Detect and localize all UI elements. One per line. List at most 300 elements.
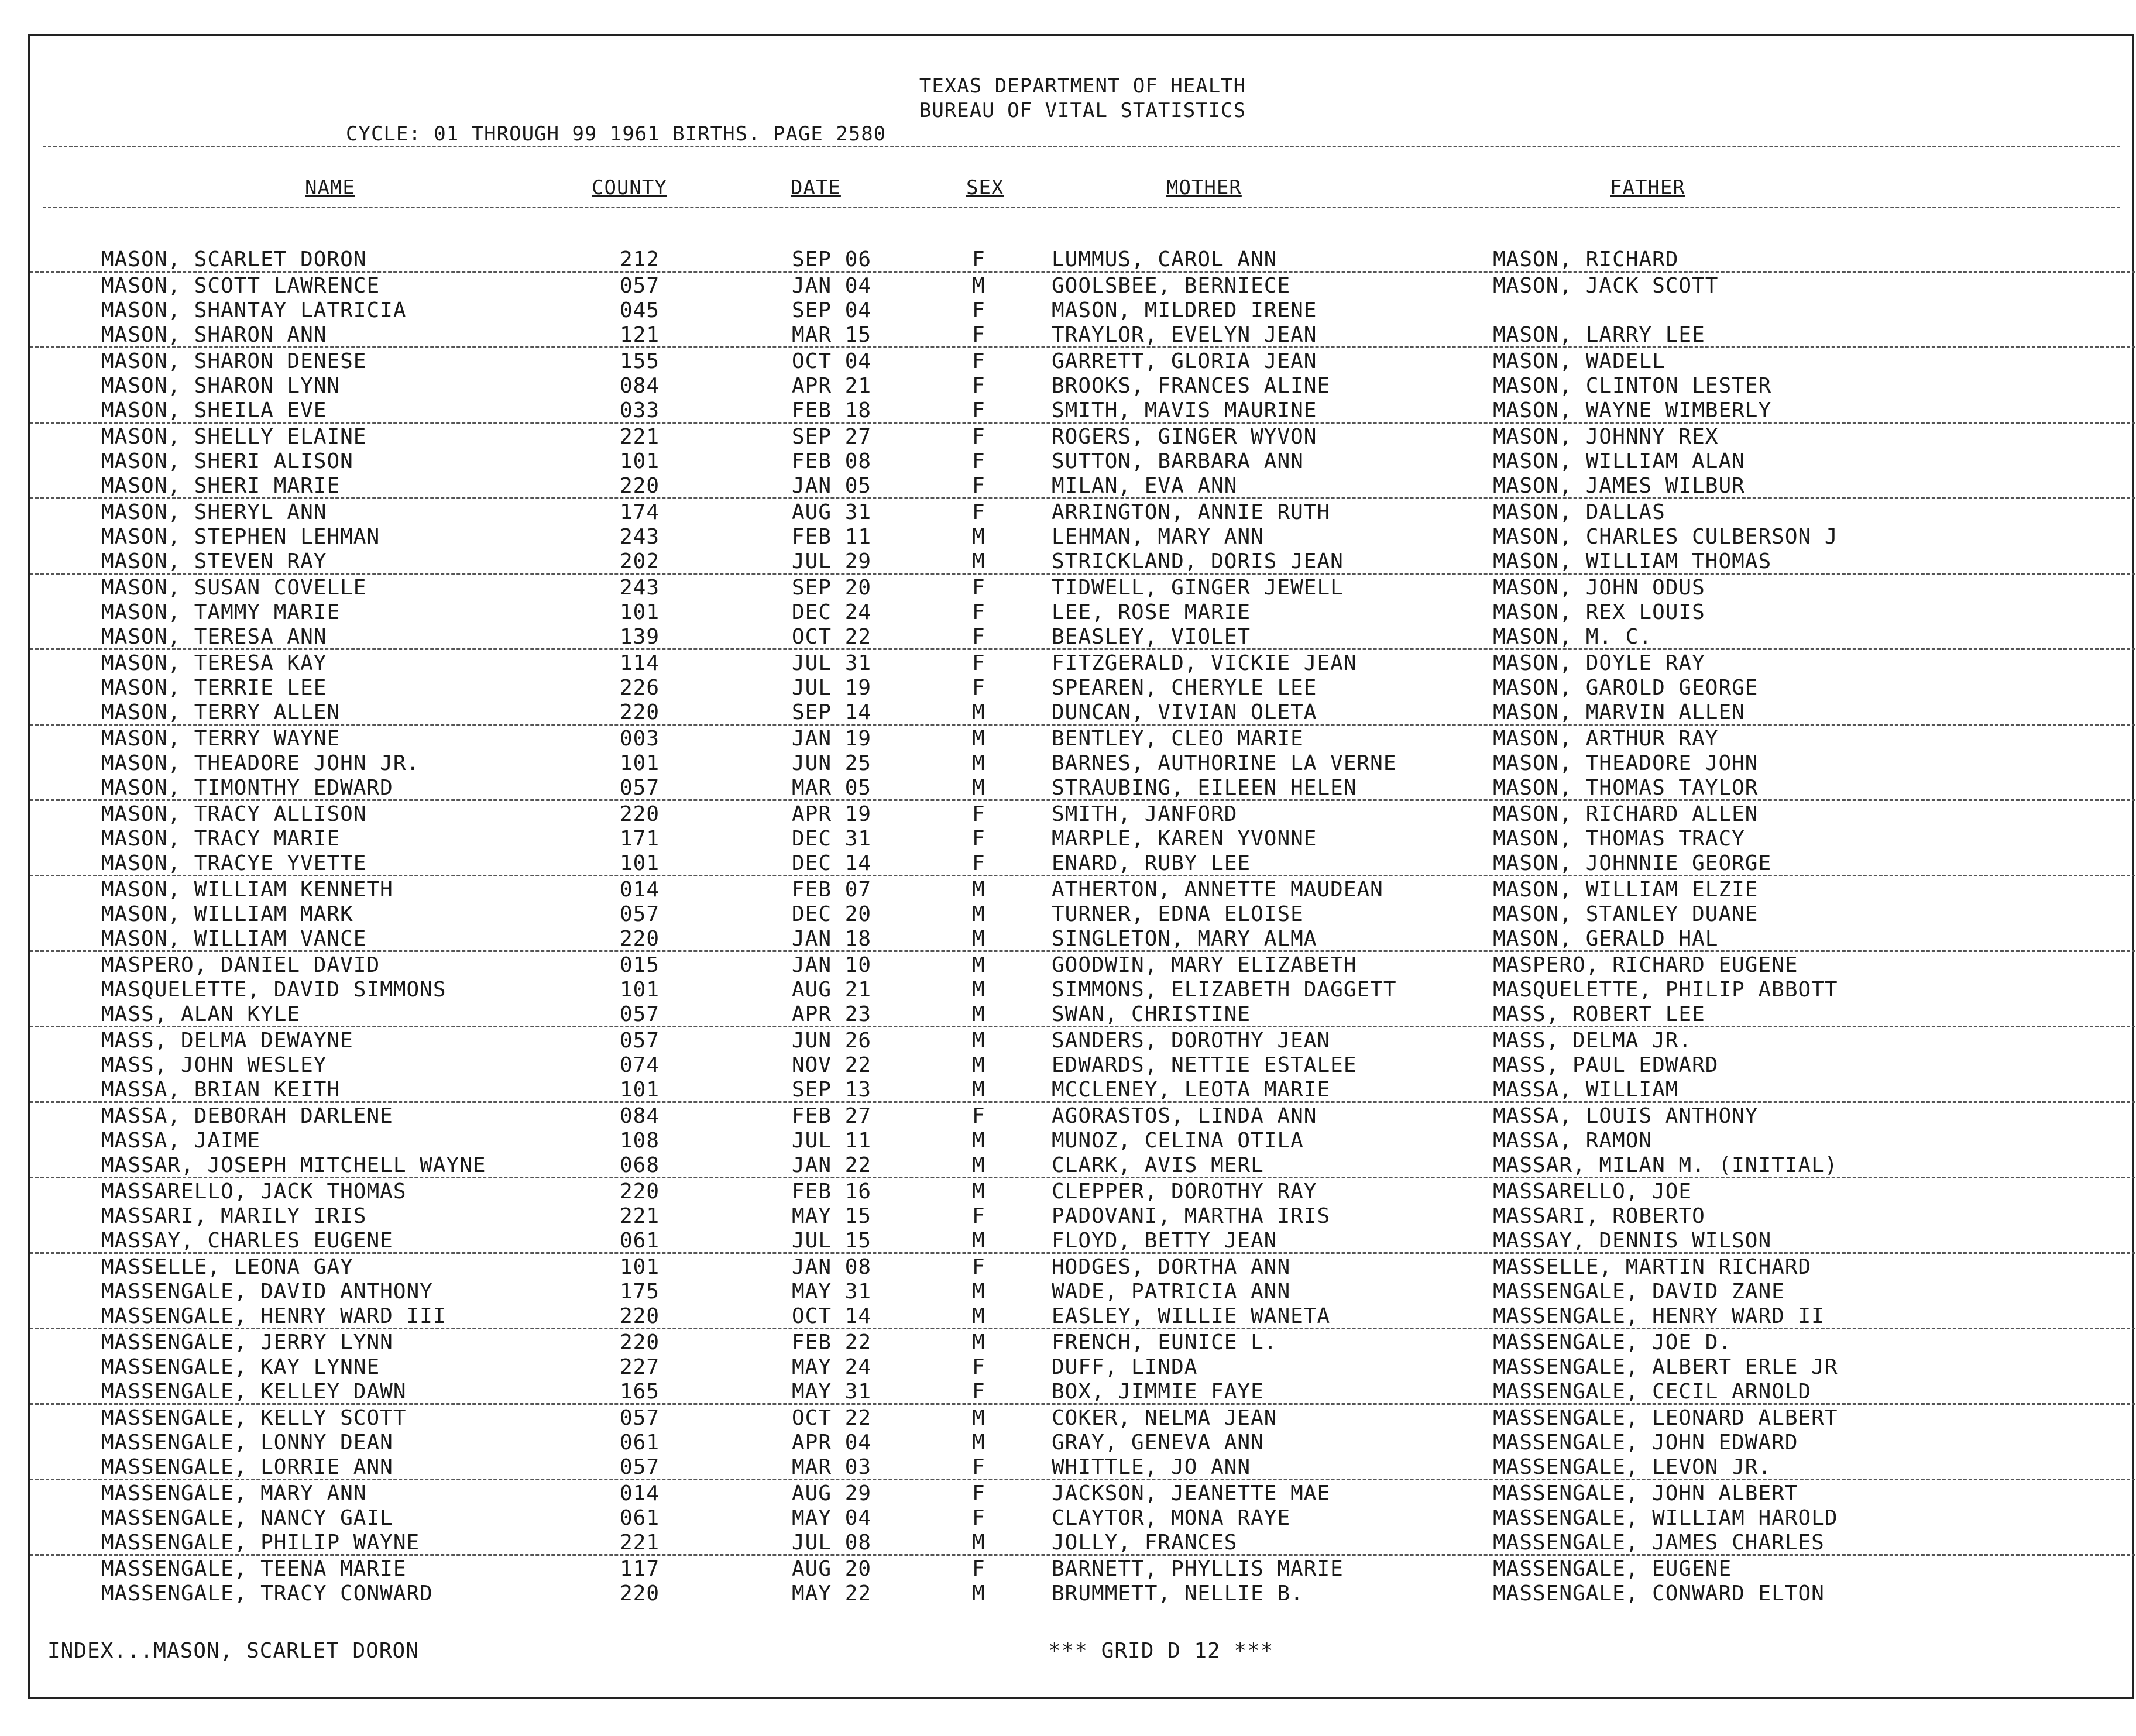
cell-mother: MCCLENEY, LEOTA MARIE <box>1052 1078 1331 1102</box>
cell-mother: SANDERS, DOROTHY JEAN <box>1052 1029 1331 1053</box>
cell-county: 057 <box>620 776 660 800</box>
cell-name: MASON, SHERI ALISON <box>101 449 353 473</box>
table-row <box>30 1480 2135 1505</box>
cell-mother: GOOLSBEE, BERNIECE <box>1052 274 1291 298</box>
cell-name: MASON, TRACY MARIE <box>101 827 341 851</box>
cell-county: 014 <box>620 1481 660 1505</box>
cell-county: 221 <box>620 425 660 449</box>
cell-mother: TIDWELL, GINGER JEWELL <box>1052 576 1344 600</box>
table-row <box>30 575 2135 599</box>
cell-date: JUL 29 <box>792 549 872 573</box>
table-row <box>30 1027 2135 1052</box>
cell-mother: LUMMUS, CAROL ANN <box>1052 247 1278 271</box>
cell-father: MASON, JACK SCOTT <box>1493 274 1719 298</box>
cell-name: MASON, SHERYL ANN <box>101 500 327 524</box>
cell-date: FEB 11 <box>792 525 872 549</box>
cell-mother: SMITH, JANFORD <box>1052 802 1238 826</box>
cell-mother: AGORASTOS, LINDA ANN <box>1052 1104 1317 1128</box>
cell-name: MASON, TERRIE LEE <box>101 676 327 700</box>
cell-date: APR 04 <box>792 1431 872 1455</box>
cell-father: MASSENGALE, DAVID ZANE <box>1493 1280 1785 1304</box>
table-row <box>30 901 2135 926</box>
cell-father: MASSENGALE, CECIL ARNOLD <box>1493 1380 1812 1404</box>
cell-county: 057 <box>620 902 660 926</box>
table-row <box>30 801 2135 826</box>
cell-sex: M <box>972 1304 985 1328</box>
cell-mother: LEHMAN, MARY ANN <box>1052 525 1264 549</box>
cell-sex: F <box>972 1104 985 1128</box>
cell-father: MASON, JOHNNY REX <box>1493 425 1719 449</box>
cell-name: MASON, SHARON ANN <box>101 323 327 347</box>
cell-father: MASSENGALE, ALBERT ERLE JR <box>1493 1355 1838 1379</box>
table-row <box>30 1203 2135 1228</box>
table-row <box>30 397 2135 424</box>
column-header-sex: SEX <box>966 176 1004 200</box>
cell-sex: F <box>972 1481 985 1505</box>
cell-county: 084 <box>620 1104 660 1128</box>
cell-date: JUL 31 <box>792 651 872 675</box>
cell-father: MASON, WAYNE WIMBERLY <box>1493 398 1772 422</box>
cell-county: 220 <box>620 802 660 826</box>
cell-mother: JACKSON, JEANETTE MAE <box>1052 1481 1331 1505</box>
cell-mother: GRAY, GENEVA ANN <box>1052 1431 1264 1455</box>
table-row <box>30 624 2135 650</box>
cell-mother: SMITH, MAVIS MAURINE <box>1052 398 1317 422</box>
cell-sex: F <box>972 247 985 271</box>
cell-name: MASSENGALE, TEENA MARIE <box>101 1557 407 1581</box>
table-row <box>30 1303 2135 1329</box>
cell-father: MASSENGALE, CONWARD ELTON <box>1493 1582 1825 1606</box>
cell-father: MASSENGALE, LEONARD ALBERT <box>1493 1406 1838 1430</box>
cell-county: 074 <box>620 1053 660 1077</box>
cell-county: 084 <box>620 374 660 398</box>
cell-county: 057 <box>620 1029 660 1053</box>
cell-county: 068 <box>620 1153 660 1177</box>
cell-name: MASS, JOHN WESLEY <box>101 1053 327 1077</box>
cell-county: 061 <box>620 1506 660 1530</box>
cell-sex: M <box>972 1431 985 1455</box>
cell-sex: F <box>972 398 985 422</box>
cell-date: JUL 19 <box>792 676 872 700</box>
cell-mother: WADE, PATRICIA ANN <box>1052 1280 1291 1304</box>
cell-name: MASON, TAMMY MARIE <box>101 600 341 624</box>
cell-father: MASON, WILLIAM ELZIE <box>1493 878 1759 902</box>
cell-name: MASON, SHELLY ELAINE <box>101 425 367 449</box>
cell-date: AUG 29 <box>792 1481 872 1505</box>
column-header-name: NAME <box>305 176 355 200</box>
cell-date: FEB 18 <box>792 398 872 422</box>
cell-mother: STRAUBING, EILEEN HELEN <box>1052 776 1357 800</box>
cell-county: 117 <box>620 1557 660 1581</box>
cell-mother: MARPLE, KAREN YVONNE <box>1052 827 1317 851</box>
cell-sex: F <box>972 425 985 449</box>
cell-date: FEB 07 <box>792 878 872 902</box>
cell-sex: M <box>972 1180 985 1204</box>
cell-date: DEC 20 <box>792 902 872 926</box>
cell-father: MASON, LARRY LEE <box>1493 323 1705 347</box>
table-row <box>30 524 2135 548</box>
cell-sex: F <box>972 1455 985 1479</box>
cell-mother: LEE, ROSE MARIE <box>1052 600 1251 624</box>
table-row <box>30 1454 2135 1480</box>
cell-date: JAN 05 <box>792 474 872 498</box>
cell-sex: M <box>972 1331 985 1355</box>
table-row <box>30 1077 2135 1103</box>
cell-sex: F <box>972 1355 985 1379</box>
cell-date: MAY 31 <box>792 1280 872 1304</box>
cell-county: 226 <box>620 676 660 700</box>
cell-county: 061 <box>620 1229 660 1253</box>
table-row <box>30 1103 2135 1127</box>
cell-county: 101 <box>620 978 660 1002</box>
cell-mother: GOODWIN, MARY ELIZABETH <box>1052 953 1357 977</box>
cell-name: MASON, WILLIAM MARK <box>101 902 353 926</box>
cell-father: MASON, JOHNNIE GEORGE <box>1493 851 1772 875</box>
cell-name: MASON, SHANTAY LATRICIA <box>101 298 407 322</box>
cell-mother: BROOKS, FRANCES ALINE <box>1052 374 1331 398</box>
cell-father: MASON, THEADORE JOHN <box>1493 751 1759 775</box>
cell-date: MAY 24 <box>792 1355 872 1379</box>
cell-name: MASSENGALE, PHILIP WAYNE <box>101 1531 420 1555</box>
cell-name: MASSENGALE, LORRIE ANN <box>101 1455 393 1479</box>
cell-mother: FRENCH, EUNICE L. <box>1052 1331 1278 1355</box>
cell-name: MASSAR, JOSEPH MITCHELL WAYNE <box>101 1153 486 1177</box>
table-row <box>30 1529 2135 1556</box>
cell-sex: M <box>972 953 985 977</box>
cell-sex: F <box>972 625 985 649</box>
cell-date: APR 19 <box>792 802 872 826</box>
cell-date: DEC 14 <box>792 851 872 875</box>
cell-name: MASSENGALE, KELLEY DAWN <box>101 1380 407 1404</box>
column-header-rule <box>43 207 2120 208</box>
cell-name: MASPERO, DANIEL DAVID <box>101 953 380 977</box>
cell-county: 045 <box>620 298 660 322</box>
cell-father: MASON, DOYLE RAY <box>1493 651 1705 675</box>
cell-date: JAN 10 <box>792 953 872 977</box>
cell-mother: EDWARDS, NETTIE ESTALEE <box>1052 1053 1357 1077</box>
cell-name: MASON, SCOTT LAWRENCE <box>101 274 380 298</box>
cell-mother: HODGES, DORTHA ANN <box>1052 1255 1291 1279</box>
cell-name: MASON, SHERI MARIE <box>101 474 341 498</box>
cell-sex: F <box>972 651 985 675</box>
cell-sex: F <box>972 827 985 851</box>
table-row <box>30 1505 2135 1529</box>
cell-date: MAR 15 <box>792 323 872 347</box>
cell-date: APR 23 <box>792 1002 872 1026</box>
cell-mother: MASON, MILDRED IRENE <box>1052 298 1317 322</box>
cell-county: 033 <box>620 398 660 422</box>
cell-name: MASON, SCARLET DORON <box>101 247 367 271</box>
table-row <box>30 1556 2135 1580</box>
table-row <box>30 348 2135 373</box>
cell-name: MASON, SUSAN COVELLE <box>101 576 367 600</box>
cell-name: MASSELLE, LEONA GAY <box>101 1255 353 1279</box>
cell-father: MASON, GAROLD GEORGE <box>1493 676 1759 700</box>
cell-date: JUN 25 <box>792 751 872 775</box>
table-row <box>30 297 2135 322</box>
cell-mother: MILAN, EVA ANN <box>1052 474 1238 498</box>
cell-county: 057 <box>620 1002 660 1026</box>
cell-date: FEB 22 <box>792 1331 872 1355</box>
cell-county: 243 <box>620 576 660 600</box>
page-subtitle: BUREAU OF VITAL STATISTICS <box>919 99 1246 122</box>
cell-name: MASON, TERESA ANN <box>101 625 327 649</box>
cell-sex: M <box>972 1406 985 1430</box>
cell-name: MASSENGALE, KAY LYNNE <box>101 1355 380 1379</box>
cell-father: MASSENGALE, EUGENE <box>1493 1557 1732 1581</box>
table-row <box>30 1329 2135 1354</box>
table-row <box>30 926 2135 952</box>
cell-date: MAY 15 <box>792 1204 872 1228</box>
cell-date: SEP 20 <box>792 576 872 600</box>
table-row <box>30 1254 2135 1278</box>
table-row <box>30 826 2135 850</box>
table-row <box>30 246 2135 273</box>
cell-county: 220 <box>620 1331 660 1355</box>
table-row <box>30 1228 2135 1254</box>
cell-name: MASON, TIMONTHY EDWARD <box>101 776 393 800</box>
header-rule <box>43 146 2120 147</box>
cell-county: 220 <box>620 1180 660 1204</box>
cell-father: MASSENGALE, WILLIAM HAROLD <box>1493 1506 1838 1530</box>
cell-father: MASON, WILLIAM THOMAS <box>1493 549 1772 573</box>
cell-sex: M <box>972 776 985 800</box>
table-row <box>30 424 2135 448</box>
cell-date: MAY 31 <box>792 1380 872 1404</box>
cell-name: MASSENGALE, JERRY LYNN <box>101 1331 393 1355</box>
cell-county: 220 <box>620 1304 660 1328</box>
cell-county: 174 <box>620 500 660 524</box>
cell-name: MASSENGALE, NANCY GAIL <box>101 1506 393 1530</box>
cell-date: NOV 22 <box>792 1053 872 1077</box>
cell-sex: M <box>972 1078 985 1102</box>
table-row <box>30 1001 2135 1027</box>
cell-sex: M <box>972 1129 985 1153</box>
cell-date: MAY 04 <box>792 1506 872 1530</box>
cell-county: 220 <box>620 1582 660 1606</box>
cell-father: MASON, RICHARD ALLEN <box>1493 802 1759 826</box>
cell-sex: F <box>972 802 985 826</box>
cell-father: MASSAR, MILAN M. (INITIAL) <box>1493 1153 1838 1177</box>
cell-sex: M <box>972 274 985 298</box>
cell-mother: TURNER, EDNA ELOISE <box>1052 902 1304 926</box>
cell-mother: SUTTON, BARBARA ANN <box>1052 449 1304 473</box>
cell-sex: M <box>972 927 985 951</box>
cell-mother: WHITTLE, JO ANN <box>1052 1455 1251 1479</box>
table-row <box>30 548 2135 575</box>
cell-father: MASQUELETTE, PHILIP ABBOTT <box>1493 978 1838 1002</box>
cell-name: MASON, TERRY ALLEN <box>101 700 341 724</box>
cell-mother: MUNOZ, CELINA OTILA <box>1052 1129 1304 1153</box>
cell-mother: PADOVANI, MARTHA IRIS <box>1052 1204 1331 1228</box>
cell-sex: F <box>972 1204 985 1228</box>
cell-name: MASSENGALE, TRACY CONWARD <box>101 1582 433 1606</box>
table-row <box>30 726 2135 750</box>
cell-sex: F <box>972 1380 985 1404</box>
table-row <box>30 850 2135 876</box>
cell-father: MASS, ROBERT LEE <box>1493 1002 1705 1026</box>
cell-name: MASON, WILLIAM VANCE <box>101 927 367 951</box>
cell-name: MASSA, BRIAN KEITH <box>101 1078 341 1102</box>
column-header-mother: MOTHER <box>1166 176 1242 200</box>
cell-father: MASSA, RAMON <box>1493 1129 1653 1153</box>
cell-sex: F <box>972 1255 985 1279</box>
cell-county: 220 <box>620 700 660 724</box>
cell-name: MASON, WILLIAM KENNETH <box>101 878 393 902</box>
cell-name: MASON, SHEILA EVE <box>101 398 327 422</box>
cell-mother: STRICKLAND, DORIS JEAN <box>1052 549 1344 573</box>
cell-date: OCT 22 <box>792 625 872 649</box>
cell-date: FEB 08 <box>792 449 872 473</box>
cell-county: 165 <box>620 1380 660 1404</box>
table-row <box>30 499 2135 524</box>
cell-sex: F <box>972 374 985 398</box>
table-row <box>30 952 2135 977</box>
cell-county: 101 <box>620 600 660 624</box>
cell-date: JUL 15 <box>792 1229 872 1253</box>
cell-mother: BENTLEY, CLEO MARIE <box>1052 727 1304 751</box>
cell-sex: F <box>972 600 985 624</box>
grid-footer: *** GRID D 12 *** <box>1048 1639 1274 1663</box>
cell-father: MASSENGALE, JOE D. <box>1493 1331 1732 1355</box>
cell-sex: M <box>972 878 985 902</box>
cell-mother: CLAYTOR, MONA RAYE <box>1052 1506 1291 1530</box>
cell-sex: M <box>972 1582 985 1606</box>
cell-father: MASPERO, RICHARD EUGENE <box>1493 953 1798 977</box>
cell-county: 101 <box>620 1078 660 1102</box>
cell-county: 003 <box>620 727 660 751</box>
cell-date: JAN 08 <box>792 1255 872 1279</box>
cell-mother: CLEPPER, DOROTHY RAY <box>1052 1180 1317 1204</box>
cell-father: MASSA, WILLIAM <box>1493 1078 1679 1102</box>
birth-records-table <box>30 246 2135 1605</box>
cell-county: 227 <box>620 1355 660 1379</box>
cell-date: JAN 18 <box>792 927 872 951</box>
cell-county: 101 <box>620 851 660 875</box>
cell-county: 101 <box>620 751 660 775</box>
cell-father: MASON, CHARLES CULBERSON J <box>1493 525 1838 549</box>
cell-date: FEB 27 <box>792 1104 872 1128</box>
cell-county: 221 <box>620 1531 660 1555</box>
column-header-date: DATE <box>791 176 841 200</box>
cell-sex: F <box>972 851 985 875</box>
cell-father: MASSAY, DENNIS WILSON <box>1493 1229 1772 1253</box>
cell-date: APR 21 <box>792 374 872 398</box>
cell-father: MASSENGALE, JAMES CHARLES <box>1493 1531 1825 1555</box>
cell-father: MASSENGALE, JOHN EDWARD <box>1493 1431 1798 1455</box>
cell-father: MASSARELLO, JOE <box>1493 1180 1692 1204</box>
cell-date: JAN 04 <box>792 274 872 298</box>
cell-name: MASON, STEPHEN LEHMAN <box>101 525 380 549</box>
cell-name: MASON, STEVEN RAY <box>101 549 327 573</box>
cell-mother: SINGLETON, MARY ALMA <box>1052 927 1317 951</box>
cell-sex: F <box>972 1557 985 1581</box>
cell-father: MASS, PAUL EDWARD <box>1493 1053 1719 1077</box>
cell-father: MASSELLE, MARTIN RICHARD <box>1493 1255 1812 1279</box>
cell-county: 061 <box>620 1431 660 1455</box>
cell-mother: BARNETT, PHYLLIS MARIE <box>1052 1557 1344 1581</box>
table-row <box>30 876 2135 901</box>
cell-father: MASSENGALE, LEVON JR. <box>1493 1455 1772 1479</box>
cell-date: MAR 03 <box>792 1455 872 1479</box>
table-row <box>30 273 2135 297</box>
table-row <box>30 599 2135 624</box>
cell-date: DEC 24 <box>792 600 872 624</box>
cell-sex: M <box>972 1531 985 1555</box>
cell-sex: M <box>972 902 985 926</box>
cell-mother: ARRINGTON, ANNIE RUTH <box>1052 500 1331 524</box>
column-header-father: FATHER <box>1610 176 1685 200</box>
cell-sex: M <box>972 525 985 549</box>
cell-name: MASSARI, MARILY IRIS <box>101 1204 367 1228</box>
cell-name: MASQUELETTE, DAVID SIMMONS <box>101 978 447 1002</box>
table-row <box>30 650 2135 675</box>
cell-county: 057 <box>620 1455 660 1479</box>
cell-date: MAY 22 <box>792 1582 872 1606</box>
cell-county: 139 <box>620 625 660 649</box>
cell-date: JUL 11 <box>792 1129 872 1153</box>
cell-sex: M <box>972 1002 985 1026</box>
cell-sex: F <box>972 298 985 322</box>
cell-name: MASS, ALAN KYLE <box>101 1002 301 1026</box>
cell-father: MASON, ARTHUR RAY <box>1493 727 1719 751</box>
table-row <box>30 373 2135 397</box>
cell-name: MASON, TRACYE YVETTE <box>101 851 367 875</box>
cell-date: JUN 26 <box>792 1029 872 1053</box>
table-row <box>30 1152 2135 1178</box>
cell-mother: TRAYLOR, EVELYN JEAN <box>1052 323 1317 347</box>
cell-name: MASON, SHARON LYNN <box>101 374 341 398</box>
cell-sex: M <box>972 1280 985 1304</box>
cell-mother: FITZGERALD, VICKIE JEAN <box>1052 651 1357 675</box>
table-row <box>30 775 2135 801</box>
cell-county: 014 <box>620 878 660 902</box>
cell-name: MASSENGALE, HENRY WARD III <box>101 1304 447 1328</box>
cell-date: SEP 13 <box>792 1078 872 1102</box>
cell-county: 155 <box>620 349 660 373</box>
cell-mother: DUNCAN, VIVIAN OLETA <box>1052 700 1317 724</box>
cell-date: FEB 16 <box>792 1180 872 1204</box>
column-header-county: COUNTY <box>592 176 667 200</box>
cell-father: MASON, REX LOUIS <box>1493 600 1705 624</box>
cell-father: MASON, GERALD HAL <box>1493 927 1719 951</box>
cell-name: MASON, TRACY ALLISON <box>101 802 367 826</box>
cell-sex: M <box>972 1229 985 1253</box>
cell-county: 175 <box>620 1280 660 1304</box>
cell-mother: BARNES, AUTHORINE LA VERNE <box>1052 751 1397 775</box>
document-page <box>28 34 2134 1699</box>
cell-sex: F <box>972 474 985 498</box>
cell-name: MASSA, JAIME <box>101 1129 261 1153</box>
cell-county: 171 <box>620 827 660 851</box>
cell-father: MASS, DELMA JR. <box>1493 1029 1692 1053</box>
table-row <box>30 1429 2135 1454</box>
cell-county: 221 <box>620 1204 660 1228</box>
cell-sex: M <box>972 1029 985 1053</box>
cell-sex: F <box>972 349 985 373</box>
cell-father: MASON, WADELL <box>1493 349 1665 373</box>
cell-father: MASON, RICHARD <box>1493 247 1679 271</box>
cell-county: 015 <box>620 953 660 977</box>
cell-name: MASSAY, CHARLES EUGENE <box>101 1229 393 1253</box>
cell-county: 220 <box>620 474 660 498</box>
table-row <box>30 1127 2135 1152</box>
cell-county: 121 <box>620 323 660 347</box>
table-row <box>30 1379 2135 1405</box>
cell-mother: GARRETT, GLORIA JEAN <box>1052 349 1317 373</box>
cell-sex: M <box>972 978 985 1002</box>
cell-county: 243 <box>620 525 660 549</box>
